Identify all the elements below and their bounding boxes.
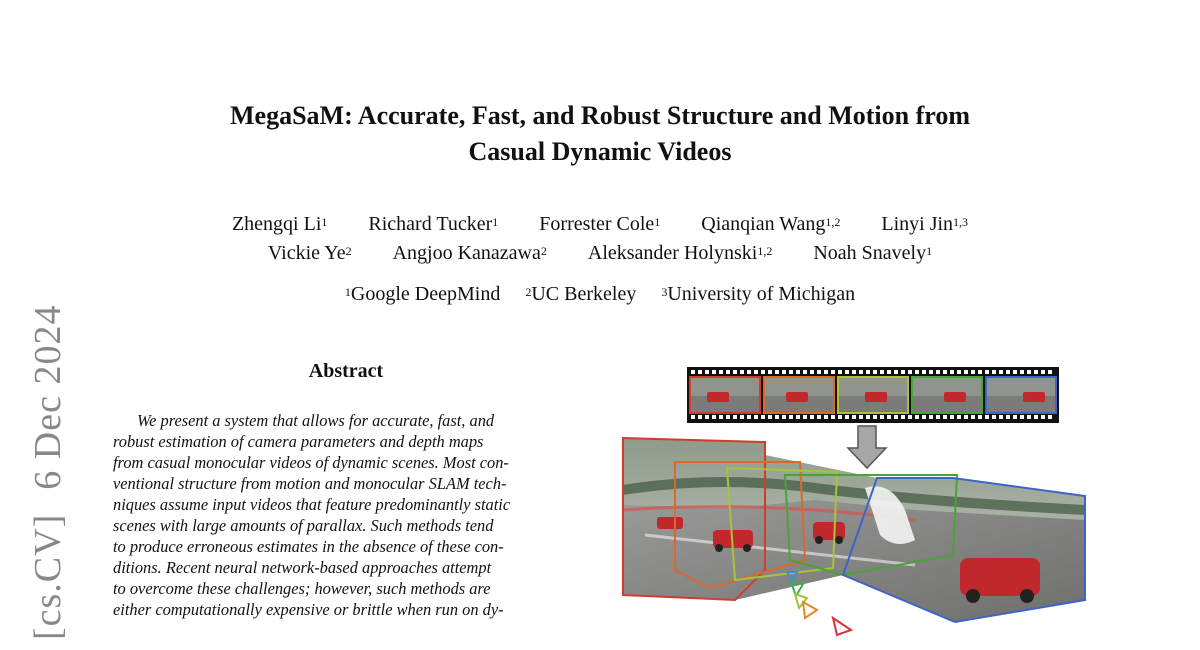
- film-perforation: [1048, 370, 1052, 374]
- abstract-line: niques assume input videos that feature predominantly static: [113, 495, 511, 514]
- film-perforation: [705, 370, 709, 374]
- film-perforation: [929, 370, 933, 374]
- film-perforation: [768, 370, 772, 374]
- film-perforation: [957, 370, 961, 374]
- film-strip: [687, 367, 1059, 423]
- camera-frustum-icon: [803, 602, 817, 618]
- film-perforation: [831, 370, 835, 374]
- film-perforation: [698, 415, 702, 419]
- author-list: [0, 210, 1200, 268]
- film-perforation: [873, 415, 877, 419]
- abstract-line: to overcome these challenges; however, such methods are: [113, 579, 491, 598]
- camera-frustum-icon: [833, 618, 851, 635]
- author: Angjoo Kanazawa$^2$: [392, 242, 547, 264]
- film-perforation: [922, 370, 926, 374]
- film-perforation: [887, 370, 891, 374]
- film-perforation: [964, 370, 968, 374]
- film-perforation: [915, 415, 919, 419]
- affiliation: $^1$Google DeepMind: [344, 283, 501, 305]
- film-perforation: [740, 370, 744, 374]
- film-perforation: [1013, 415, 1017, 419]
- author: Linyi Jin$^{1,3}$: [881, 213, 969, 235]
- author: Richard Tucker$^1$: [368, 213, 499, 235]
- film-perforation: [705, 415, 709, 419]
- author: Qianqian Wang$^{1,2}$: [701, 213, 841, 235]
- film-perforation: [1020, 415, 1024, 419]
- film-perforation: [712, 415, 716, 419]
- arxiv-category: [cs.CV]: [27, 513, 69, 640]
- film-perforation: [726, 370, 730, 374]
- film-perforation: [761, 415, 765, 419]
- film-perforation: [740, 415, 744, 419]
- film-perforation: [691, 415, 695, 419]
- film-perforation: [852, 370, 856, 374]
- film-perforation: [789, 415, 793, 419]
- film-perforation: [999, 370, 1003, 374]
- film-perforation: [971, 415, 975, 419]
- film-perforation: [859, 370, 863, 374]
- film-perforation: [817, 415, 821, 419]
- film-perforation: [817, 370, 821, 374]
- film-perforation: [852, 415, 856, 419]
- author: Aleksander Holynski$^{1,2}$: [587, 242, 773, 264]
- author-row-2: [0, 239, 1200, 268]
- film-perforation: [943, 415, 947, 419]
- film-perforation: [950, 370, 954, 374]
- film-perforation: [796, 415, 800, 419]
- title-line-1: MegaSaM: Accurate, Fast, and Robust Structure and Motion from: [230, 101, 970, 130]
- film-perforation: [691, 370, 695, 374]
- film-perforation: [992, 415, 996, 419]
- film-perforation: [943, 370, 947, 374]
- film-perforation: [824, 415, 828, 419]
- film-perforation: [873, 370, 877, 374]
- film-perforation: [880, 415, 884, 419]
- video-frame: [764, 377, 834, 413]
- film-perforation: [936, 370, 940, 374]
- film-perforation: [908, 370, 912, 374]
- film-perforation: [698, 370, 702, 374]
- film-perforation: [901, 415, 905, 419]
- film-perforation: [999, 415, 1003, 419]
- abstract-line: scenes with large amounts of parallax. Such methods tend: [113, 516, 494, 535]
- abstract-heading: Abstract: [308, 360, 384, 382]
- abstract-body: [113, 410, 579, 620]
- film-perforation: [1034, 415, 1038, 419]
- film-perforation: [726, 415, 730, 419]
- paper-title: [0, 98, 1200, 170]
- panorama-reconstruction: [623, 438, 1085, 622]
- film-perforation: [880, 370, 884, 374]
- author: Forrester Cole$^1$: [539, 213, 661, 235]
- teaser-figure: [615, 360, 1090, 645]
- author: Zhengqi Li$^1$: [231, 213, 328, 235]
- video-frame: [912, 377, 982, 413]
- film-perforation: [950, 415, 954, 419]
- film-perforation: [992, 370, 996, 374]
- film-perforation: [845, 415, 849, 419]
- film-perforation: [1027, 370, 1031, 374]
- author: Noah Snavely$^1$: [813, 242, 933, 264]
- film-perforation: [796, 370, 800, 374]
- film-perforation: [838, 370, 842, 374]
- film-perforation: [782, 370, 786, 374]
- film-perforation: [831, 415, 835, 419]
- film-perforation: [1020, 370, 1024, 374]
- video-frames: [690, 377, 1056, 413]
- film-perforation: [859, 415, 863, 419]
- film-perforation: [866, 415, 870, 419]
- film-perforation: [1041, 415, 1045, 419]
- arxiv-date: 6 Dec 2024: [27, 304, 69, 490]
- film-perforation: [1013, 370, 1017, 374]
- film-perforation: [915, 370, 919, 374]
- film-perforation: [887, 415, 891, 419]
- author: Vickie Ye$^2$: [267, 242, 352, 264]
- film-perforation: [1048, 415, 1052, 419]
- abstract-line: ventional structure from motion and monocular SLAM tech-: [113, 474, 507, 493]
- film-perforation: [768, 415, 772, 419]
- affiliations: [0, 281, 1200, 307]
- film-perforation: [803, 415, 807, 419]
- film-perforation: [985, 415, 989, 419]
- film-perforation: [719, 370, 723, 374]
- film-perforation: [845, 370, 849, 374]
- film-perforation: [838, 415, 842, 419]
- film-perforation: [775, 370, 779, 374]
- film-perforation: [1006, 370, 1010, 374]
- abstract-line: ditions. Recent neural network-based approaches attempt: [113, 558, 492, 577]
- film-perforation: [775, 415, 779, 419]
- title-line-2: Casual Dynamic Videos: [468, 137, 732, 166]
- film-perforation: [1034, 370, 1038, 374]
- video-frame: [986, 377, 1056, 413]
- abstract-line: We present a system that allows for accurate, fast, and: [137, 411, 495, 430]
- film-perforation: [810, 370, 814, 374]
- film-perforation: [789, 370, 793, 374]
- film-perforation: [747, 370, 751, 374]
- abstract-line: robust estimation of camera parameters and depth maps: [113, 432, 484, 451]
- film-perforation: [782, 415, 786, 419]
- author-row-1: [0, 210, 1200, 239]
- film-perforation: [964, 415, 968, 419]
- video-frame: [690, 377, 760, 413]
- abstract-line: from casual monocular videos of dynamic scenes. Most con-: [113, 453, 509, 472]
- film-perforation: [1027, 415, 1031, 419]
- film-perforation: [894, 415, 898, 419]
- film-perforation: [719, 415, 723, 419]
- abstract-line: to produce erroneous estimates in the absence of these con-: [113, 537, 504, 556]
- film-perforation: [922, 415, 926, 419]
- film-perforation: [761, 370, 765, 374]
- film-perforation: [754, 415, 758, 419]
- arxiv-stamp: [26, 281, 70, 640]
- film-perforation: [754, 370, 758, 374]
- film-perforation: [936, 415, 940, 419]
- film-perforation: [971, 370, 975, 374]
- film-perforation: [929, 415, 933, 419]
- film-perforation: [908, 415, 912, 419]
- film-perforation: [978, 415, 982, 419]
- film-perforation: [985, 370, 989, 374]
- affiliation: $^3$University of Michigan: [661, 283, 856, 305]
- teaser-figure-svg: [615, 360, 1090, 645]
- down-arrow-icon: [848, 426, 886, 468]
- film-perforation: [803, 370, 807, 374]
- film-perforation: [712, 370, 716, 374]
- film-perforation: [978, 370, 982, 374]
- film-perforation: [894, 370, 898, 374]
- film-perforation: [957, 415, 961, 419]
- film-perforation: [1006, 415, 1010, 419]
- video-frame: [838, 377, 908, 413]
- film-perforation: [733, 370, 737, 374]
- abstract-line: either computationally expensive or brittle when run on dy-: [113, 600, 504, 619]
- film-perforation: [824, 370, 828, 374]
- film-perforation: [866, 370, 870, 374]
- affiliation: $^2$UC Berkeley: [525, 283, 637, 305]
- film-perforation: [1041, 370, 1045, 374]
- film-perforation: [747, 415, 751, 419]
- film-perforation: [901, 370, 905, 374]
- film-perforation: [733, 415, 737, 419]
- film-perforation: [810, 415, 814, 419]
